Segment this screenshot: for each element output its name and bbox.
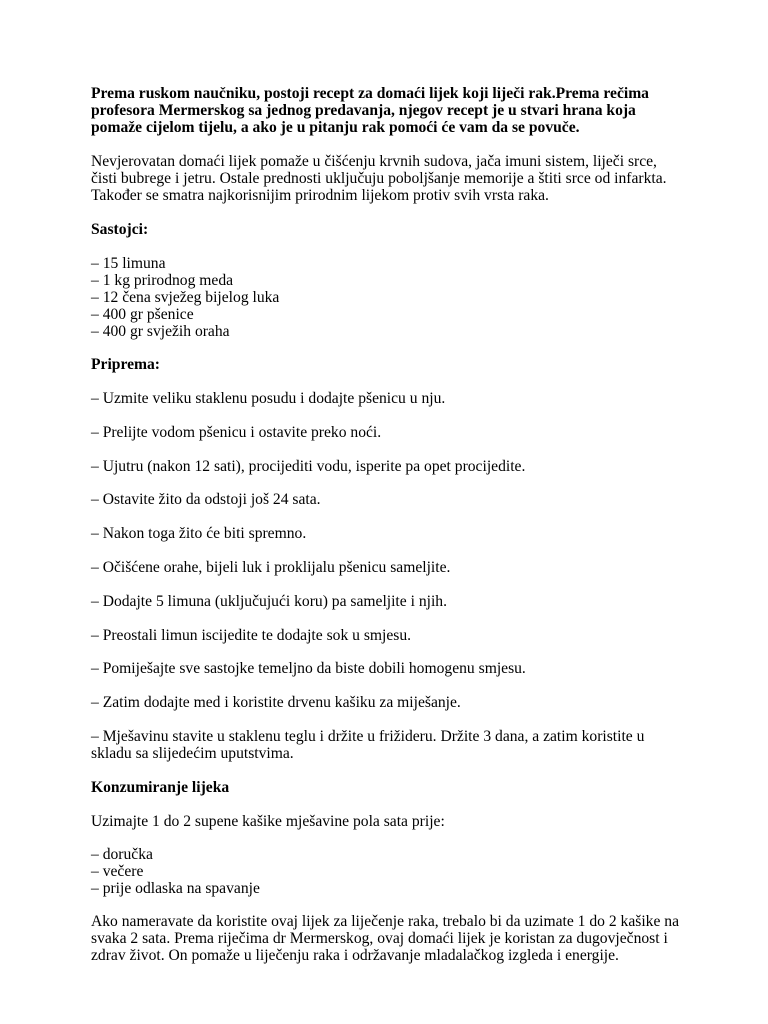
preparation-step-line: – Mješavinu stavite u staklenu teglu i držite u frižideru. Držite 3 dana, a zatim koristite u	[91, 728, 645, 745]
preparation-step: – Ostavite žito da odstoji još 24 sata.	[91, 491, 321, 508]
intro-line: profesora Mermerskog sa jednog predavanja, njegov recept je u stvari hrana koja	[91, 102, 636, 119]
meal-item: – večere	[91, 863, 144, 880]
usage-heading: Konzumiranje lijeka	[91, 779, 230, 796]
preparation-step: – Pomiješajte sve sastojke temeljno da biste dobili homogenu smjesu.	[91, 660, 526, 677]
preparation-step: – Uzmite veliku staklenu posudu i dodajte pšenicu u nju.	[91, 390, 446, 407]
preparation-step: – Očišćene orahe, bijeli luk i proklijalu pšenicu sameljite.	[91, 559, 451, 576]
preparation-step: – Prelijte vodom pšenicu i ostavite preko noći.	[91, 424, 382, 441]
ingredient-item: – 1 kg prirodnog meda	[91, 272, 234, 289]
preparation-step: – Dodajte 5 limuna (uključujući koru) pa sameljite i njih.	[91, 593, 447, 610]
benefits-paragraph	[91, 153, 691, 204]
intro-paragraph	[91, 85, 691, 136]
meal-item: – prije odlaska na spavanje	[91, 880, 260, 897]
intro-line: pomaže cijelom tijelu, a ako je u pitanju rak pomoći će vam da se povuče.	[91, 119, 580, 136]
preparation-step: – Nakon toga žito će biti spremno.	[91, 525, 307, 542]
ingredient-item: – 400 gr svježih oraha	[91, 323, 230, 340]
benefits-line: Nevjerovatan domaći lijek pomaže u čišćenju krvnih sudova, jača imuni sistem, liječi srce,	[91, 153, 657, 170]
ingredient-item: – 12 čena svježeg bijelog luka	[91, 289, 280, 306]
preparation-heading: Priprema:	[91, 356, 160, 373]
ingredients-heading: Sastojci:	[91, 221, 149, 238]
ingredients-list	[91, 255, 691, 340]
closing-paragraph	[91, 913, 691, 964]
preparation-step: – Zatim dodajte med i koristite drvenu kašiku za miješanje.	[91, 694, 461, 711]
preparation-step-final	[91, 728, 691, 762]
benefits-line: čisti bubrege i jetru. Ostale prednosti uključuju poboljšanje memorije a štiti srce od infarkta.	[91, 170, 667, 187]
preparation-step: – Preostali limun iscijedite te dodajte sok u smjesu.	[91, 627, 412, 644]
usage-instruction: Uzimajte 1 do 2 supene kašike mješavine pola sata prije:	[91, 813, 445, 830]
benefits-line: Također se smatra najkorisnijim prirodnim lijekom protiv svih vrsta raka.	[91, 187, 549, 204]
closing-line: zdrav život. On pomaže u liječenju raka i održavanje mladalačkog izgleda i energije.	[91, 947, 619, 964]
meals-list	[91, 846, 691, 897]
ingredient-item: – 15 limuna	[91, 255, 166, 272]
preparation-step: – Ujutru (nakon 12 sati), procijediti vodu, isperite pa opet procijedite.	[91, 458, 526, 475]
closing-line: svaka 2 sata. Prema riječima dr Mermerskog, ovaj domaći lijek je koristan za dugovječnost i	[91, 930, 668, 947]
intro-line: Prema ruskom naučniku, postoji recept za domaći lijek koji liječi rak.Prema rečima	[91, 85, 649, 102]
meal-item: – doručka	[91, 846, 153, 863]
closing-line: Ako nameravate da koristite ovaj lijek za liječenje raka, trebalo bi da uzimate 1 do 2 kašike na	[91, 913, 679, 930]
ingredient-item: – 400 gr pšenice	[91, 306, 194, 323]
preparation-step-line: skladu sa slijedećim uputstvima.	[91, 745, 294, 762]
